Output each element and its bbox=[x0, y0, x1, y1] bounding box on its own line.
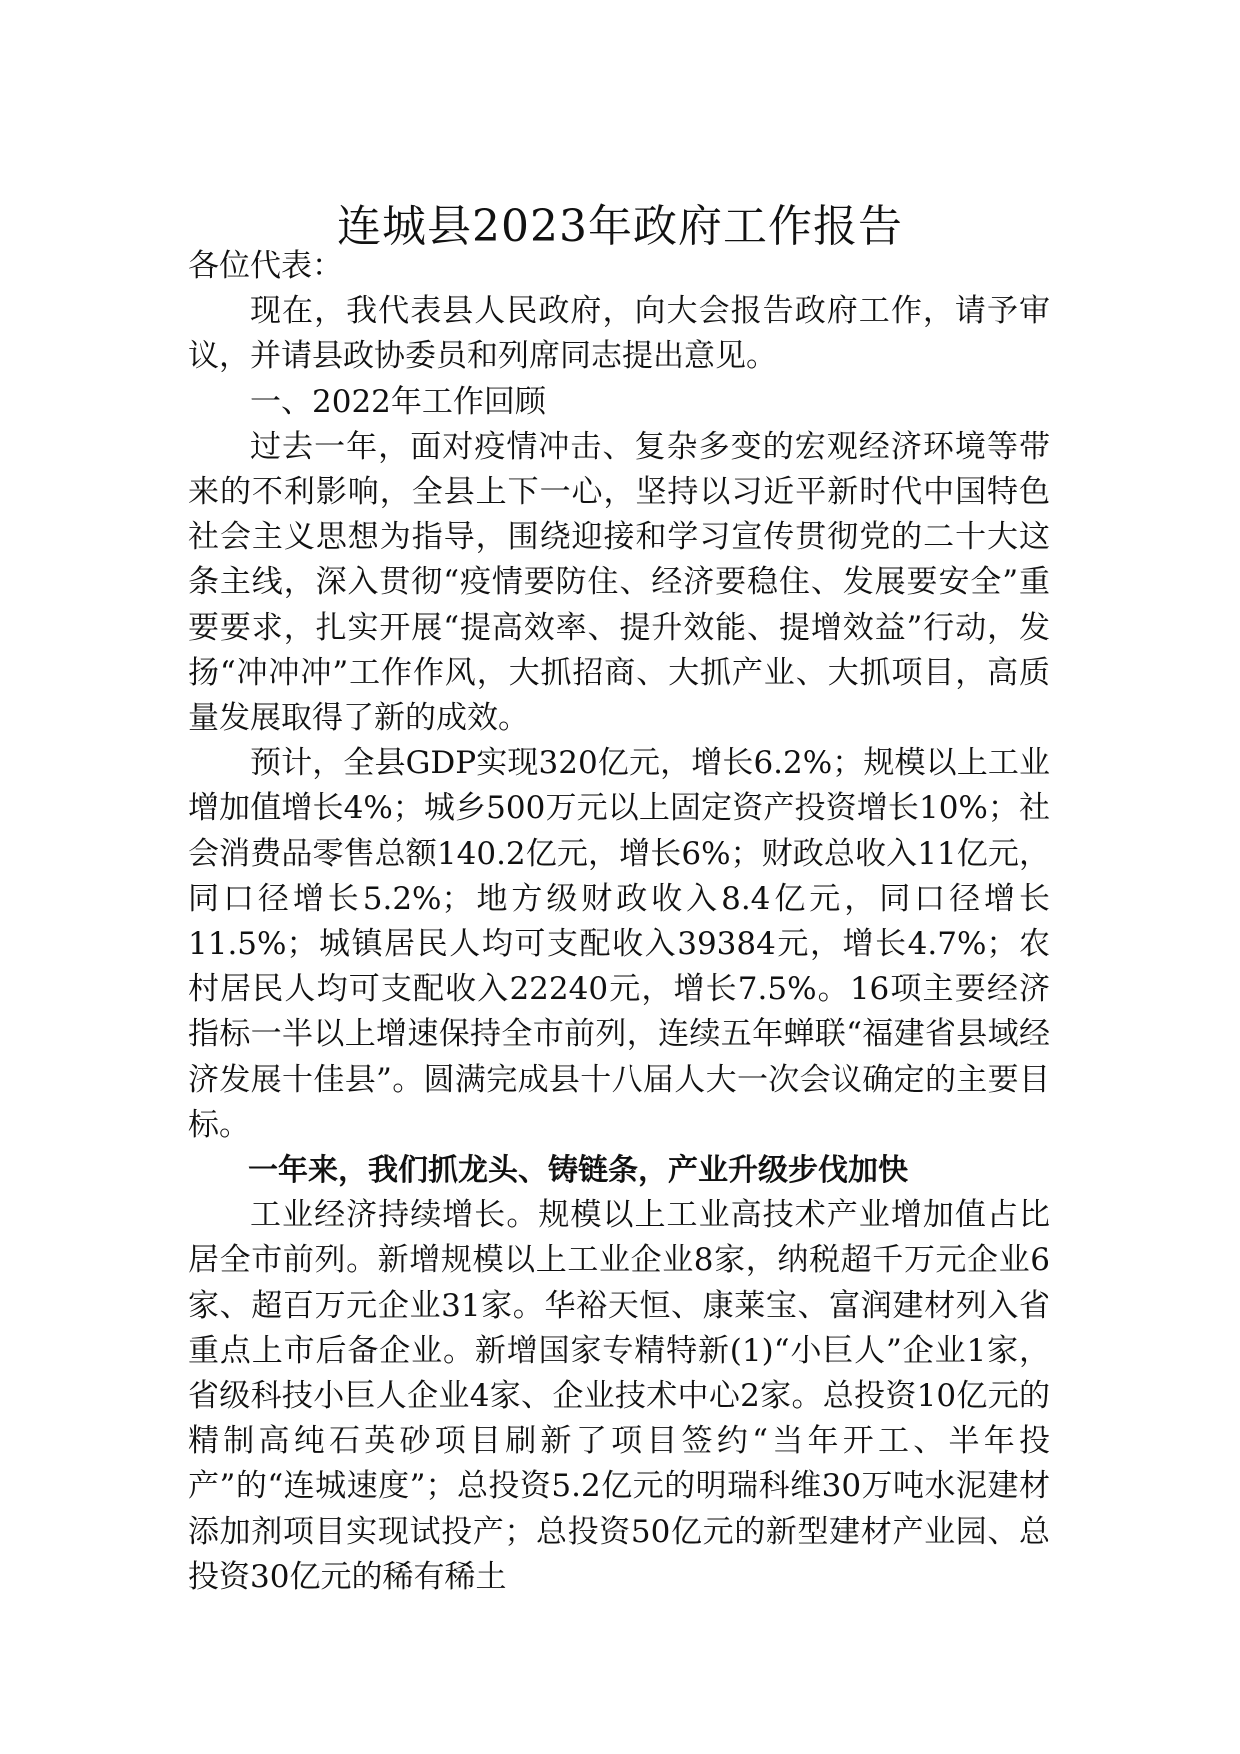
industry-paragraph: 工业经济持续增长。规模以上工业高技术产业增加值占比居全市前列。新增规模以上工业企业8家，纳税超千万元企业6家、超百万元企业31家。华裕天恒、康莱宝、富润建材列入省重点上市后备企业。新增国家专精特新(1)“小巨人”企业1家，省级科技小巨人企业4家、企业技术中心2家。总投资10亿元的精制高纯石英砂项目刷新了项目签约“当年开工、半年投产”的“连城速度”；总投资5.2亿元的明瑞科维30万吨水泥建材添加剂项目实现试投产；总投资50亿元的新型建材产业园、总投资30亿元的稀有稀土 bbox=[188, 1197, 1050, 1595]
document-body bbox=[188, 244, 1050, 1600]
intro-paragraph: 现在，我代表县人民政府，向大会报告政府工作，请予审议，并请县政协委员和列席同志提出意见。 bbox=[188, 293, 1050, 375]
indicators-paragraph: 预计，全县GDP实现320亿元，增长6.2%；规模以上工业增加值增长4%；城乡500万元以上固定资产投资增长10%；社会消费品零售总额140.2亿元，增长6%；财政总收入11亿元，同口径增长5.2%；地方级财政收入8.4亿元，同口径增长11.5%；城镇居民人均可支配收入39384元，增长4.7%；农村居民人均可支配收入22240元，增长7.5%。16项主要经济指标一半以上增速保持全市前列，连续五年蝉联“福建省县域经济发展十佳县”。圆满完成县十八届人大一次会议确定的主要目标。 bbox=[188, 745, 1050, 1143]
section-heading: 一、2022年工作回顾 bbox=[250, 383, 546, 420]
review-paragraph: 过去一年，面对疫情冲击、复杂多变的宏观经济环境等带来的不利影响，全县上下一心，坚持以习近平新时代中国特色社会主义思想为指导，围绕迎接和学习宣传贯彻党的二十大这条主线，深入贯彻“疫情要防住、经济要稳住、发展要安全”重要要求，扎实开展“提高效率、提升效能、提增效益”行动，发扬“冲冲冲”工作作风，大抓招商、大抓产业、大抓项目，高质量发展取得了新的成效。 bbox=[188, 428, 1050, 737]
document-title: 连城县2023年政府工作报告 bbox=[337, 201, 903, 253]
salutation: 各位代表： bbox=[188, 248, 343, 284]
industry-heading: 一年来，我们抓龙头、铸链条，产业升级步伐加快 bbox=[248, 1153, 908, 1189]
